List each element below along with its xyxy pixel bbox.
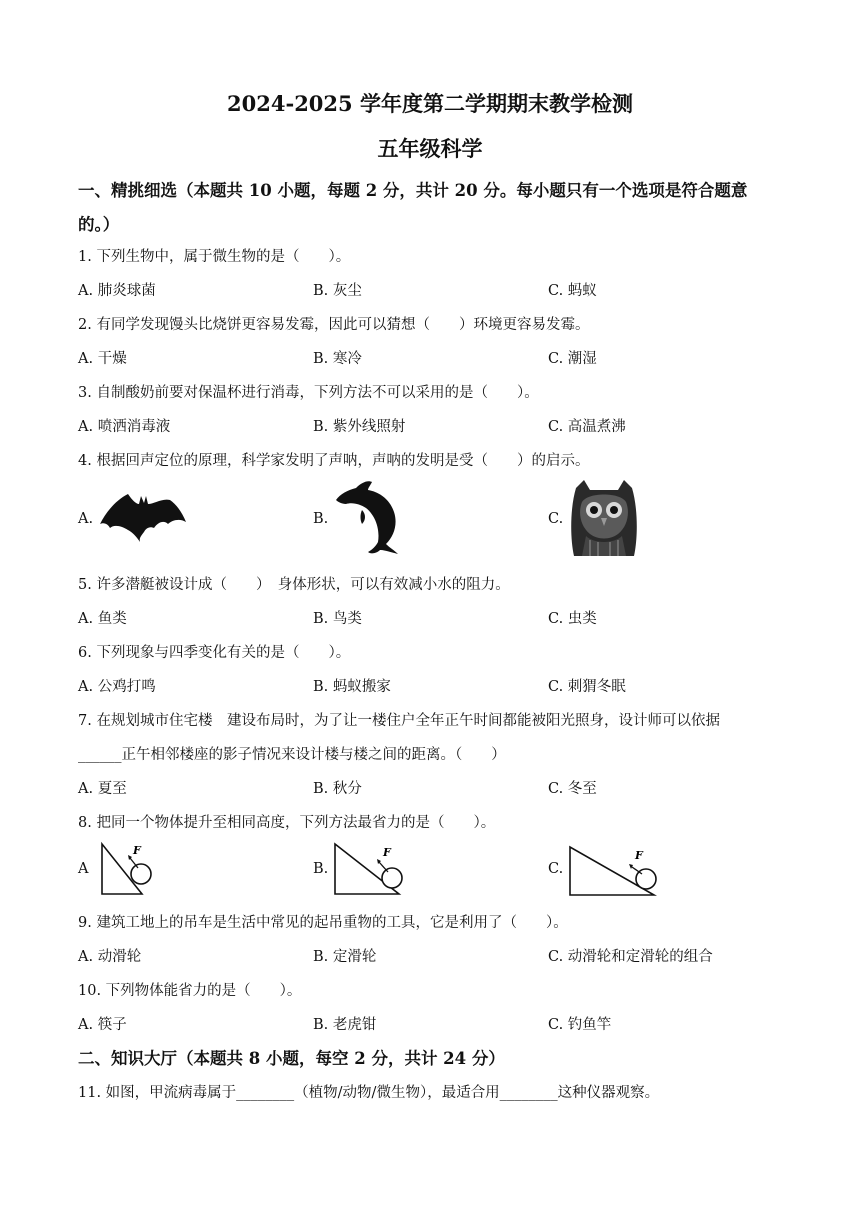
question-6: 6. 下列现象与四季变化有关的是（ ）。 <box>78 645 351 661</box>
q9-option-b: B. 定滑轮 <box>313 949 377 965</box>
q3-option-b: B. 紫外线照射 <box>313 419 406 435</box>
bat-image <box>98 490 188 542</box>
q4-option-a: A. <box>78 511 94 527</box>
section2-heading: 二、知识大厅（本题共 8 小题，每空 2 分，共计 24 分） <box>78 1049 505 1068</box>
section1-heading-line1: 一、精挑细选（本题共 10 小题，每题 2 分，共计 20 分。每小题只有一个选项是符合题意 <box>78 181 748 200</box>
q1-option-b: B. 灰尘 <box>313 283 362 299</box>
question-4: 4. 根据回声定位的原理，科学家发明了声呐，声呐的发明是受（ ）的启示。 <box>78 453 590 469</box>
exam-subtitle: 五年级科学 <box>377 136 483 161</box>
q8-option-b: B. <box>313 861 329 877</box>
q8-option-a: A <box>78 861 89 877</box>
question-3: 3. 自制酸奶前要对保温杯进行消毒，下列方法不可以采用的是（ ）。 <box>78 385 539 401</box>
q1-option-c: C. 蚂蚁 <box>548 283 597 299</box>
q7-option-c: C. 冬至 <box>548 781 597 797</box>
dolphin-image <box>332 480 402 555</box>
force-label-b: F <box>383 846 391 859</box>
q8-option-c: C. <box>548 861 564 877</box>
question-7-line2: ______正午相邻楼座的影子情况来设计楼与楼之间的距离。（ ） <box>78 747 506 763</box>
owl-image <box>568 478 640 556</box>
medium-incline-image <box>333 840 409 896</box>
question-9: 9. 建筑工地上的吊车是生活中常见的起吊重物的工具，它是利用了（ ）。 <box>78 915 568 931</box>
q10-option-a: A. 筷子 <box>78 1017 127 1033</box>
q2-option-b: B. 寒冷 <box>313 351 362 367</box>
q2-option-c: C. 潮湿 <box>548 351 597 367</box>
q10-option-c: C. 钓鱼竿 <box>548 1017 612 1033</box>
question-11: 11. 如图，甲流病毒属于________（植物/动物/微生物），最适合用________这种仪器观察。 <box>78 1085 660 1101</box>
force-label-c: F <box>635 849 643 862</box>
q3-option-a: A. 喷洒消毒液 <box>78 419 171 435</box>
question-1: 1. 下列生物中，属于微生物的是（ ）。 <box>78 249 351 265</box>
force-label-a: F <box>133 844 141 857</box>
q2-option-a: A. 干燥 <box>78 351 127 367</box>
q6-option-b: B. 蚂蚁搬家 <box>313 679 391 695</box>
q6-option-c: C. 刺猬冬眠 <box>548 679 626 695</box>
q10-option-b: B. 老虎钳 <box>313 1017 377 1033</box>
section1-heading-line2: 的。） <box>78 215 120 234</box>
q5-option-c: C. 虫类 <box>548 611 597 627</box>
question-7-line1: 7. 在规划城市住宅楼 建设布局时，为了让一楼住户全年正午时间都能被阳光照身，设计师可以依据 <box>78 713 720 729</box>
q5-option-a: A. 鱼类 <box>78 611 127 627</box>
q7-option-b: B. 秋分 <box>313 781 362 797</box>
q1-option-a: A. 肺炎球菌 <box>78 283 156 299</box>
question-10: 10. 下列物体能省力的是（ ）。 <box>78 983 302 999</box>
question-2: 2. 有同学发现馒头比烧饼更容易发霉，因此可以猜想（ ）环境更容易发霉。 <box>78 317 590 333</box>
steep-incline-image <box>98 840 160 896</box>
exam-title: 2024-2025 学年度第二学期期末教学检测 <box>227 91 633 116</box>
q4-option-b: B. <box>313 511 329 527</box>
q4-option-c: C. <box>548 511 564 527</box>
q5-option-b: B. 鸟类 <box>313 611 362 627</box>
q7-option-a: A. 夏至 <box>78 781 127 797</box>
question-5: 5. 许多潜艇被设计成（ ） 身体形状，可以有效减小水的阻力。 <box>78 577 510 593</box>
question-8: 8. 把同一个物体提升至相同高度，下列方法最省力的是（ ）。 <box>78 815 496 831</box>
q6-option-a: A. 公鸡打鸣 <box>78 679 156 695</box>
q9-option-c: C. 动滑轮和定滑轮的组合 <box>548 949 713 965</box>
q9-option-a: A. 动滑轮 <box>78 949 142 965</box>
gentle-incline-image <box>568 843 660 897</box>
q3-option-c: C. 高温煮沸 <box>548 419 626 435</box>
